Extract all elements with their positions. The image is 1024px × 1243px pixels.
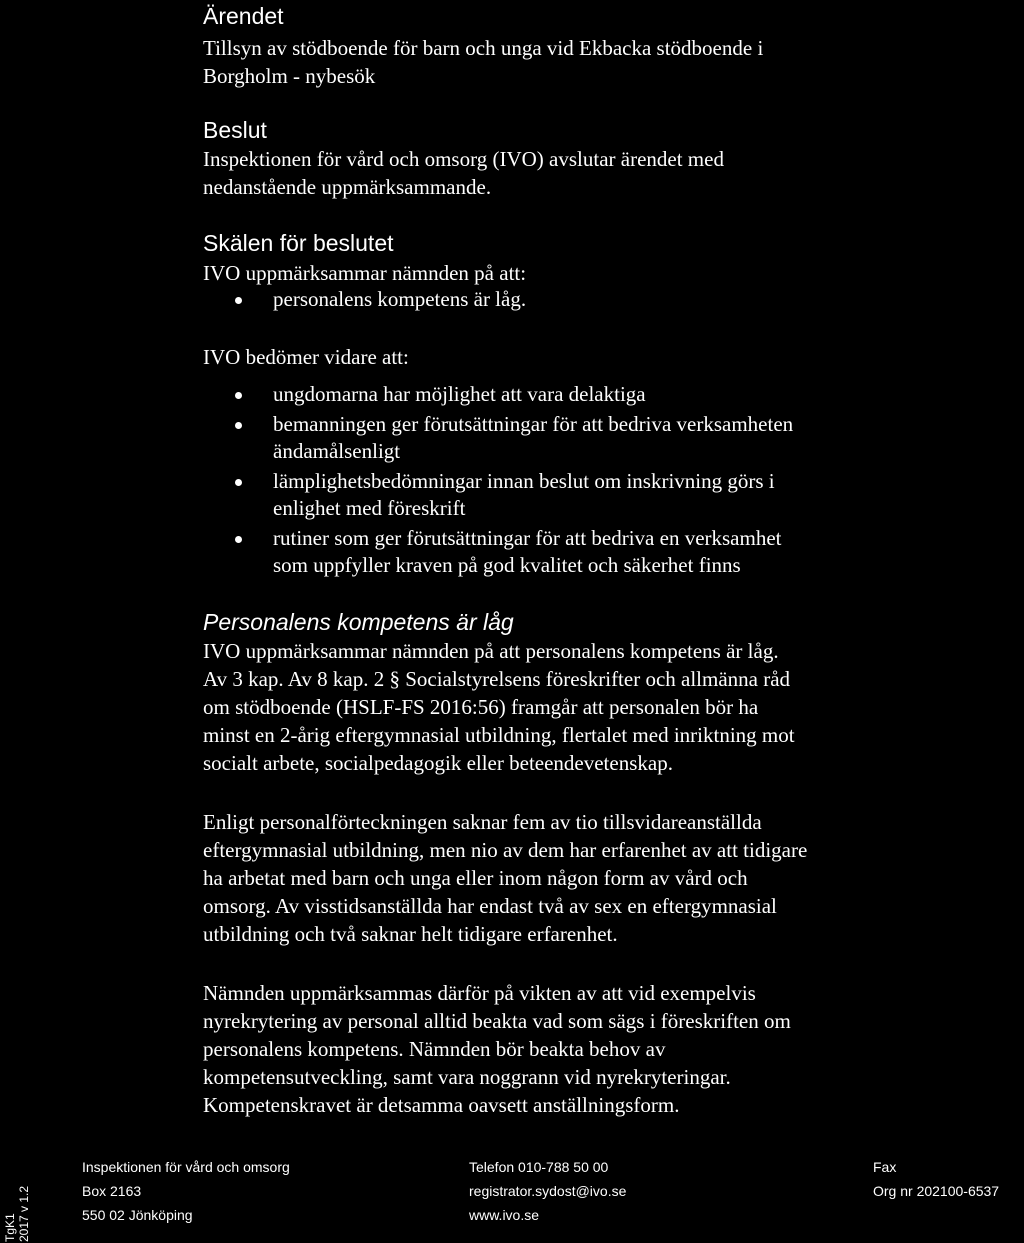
text-line: om stödboende (HSLF-FS 2016:56) framgår att personalen bör ha (203, 695, 759, 719)
bullet-list-skalen (203, 286, 923, 316)
text-line: ha arbetat med barn och unga eller inom någon form av vård och (203, 866, 748, 890)
footer-address (82, 1155, 290, 1227)
bullet-icon (235, 297, 242, 304)
heading-skalen: Skälen för beslutet (203, 230, 394, 256)
list-item (203, 411, 923, 466)
bullet-icon (235, 479, 242, 486)
text-line: Kompetenskravet är detsamma oavsett anställningsform. (203, 1093, 680, 1117)
text-line: bemanningen ger förutsättningar för att bedriva verksamheten (273, 411, 794, 436)
footer-fax (873, 1155, 999, 1203)
text-line: ungdomarna har möjlighet att vara delaktiga (273, 382, 646, 406)
text-line: nedanstående uppmärksammande. (203, 175, 492, 199)
text-line: lämplighetsbedömningar innan beslut om inskrivning görs i (273, 468, 775, 493)
text-line: kompetensutveckling, samt vara noggrann vid nyrekryteringar. (203, 1065, 731, 1089)
footer-contact (469, 1155, 626, 1227)
text-line: Enligt personalförteckningen saknar fem av tio tillsvidareanställda (203, 810, 762, 834)
text-line: Nämnden uppmärksammas därför på vikten av att vid exempelvis (203, 981, 756, 1005)
text-line: Tillsyn av stödboende för barn och unga vid Ekbacka stödboende i (203, 36, 764, 60)
text-line: som uppfyller kraven på god kvalitet och säkerhet finns (273, 553, 741, 577)
text-line: personalens kompetens är låg. (273, 287, 527, 311)
text-line: personalens kompetens. Nämnden bör beakta behov av (203, 1037, 666, 1061)
form-version: 2017 v 1.2 (17, 1185, 31, 1242)
list-item (203, 381, 923, 409)
list-item (203, 468, 923, 523)
footer-line: Inspektionen för vård och omsorg (82, 1159, 290, 1175)
text-line: IVO uppmärksammar nämnden på att personalens kompetens är låg. (203, 639, 779, 663)
text-line: eftergymnasial utbildning, men nio av dem har erfarenhet av att tidigare (203, 838, 808, 862)
list-item (203, 525, 923, 580)
footer-line: Telefon 010-788 50 00 (469, 1159, 609, 1175)
text-line: IVO bedömer vidare att: (203, 345, 409, 369)
footer-line: 550 02 Jönköping (82, 1207, 193, 1223)
paragraph-skalen-intro (203, 259, 923, 287)
text-line: Inspektionen för vård och omsorg (IVO) avslutar ärendet med (203, 147, 724, 171)
bullet-icon (235, 536, 242, 543)
heading-beslut: Beslut (203, 117, 267, 143)
text-line: Av 3 kap. Av 8 kap. 2 § Socialstyrelsens föreskrifter och allmänna råd (203, 667, 791, 691)
text-line: enlighet med föreskrift (273, 496, 466, 520)
text-line: nyrekrytering av personal alltid beakta vad som sägs i föreskriften om (203, 1009, 791, 1033)
text-line: minst en 2-årig eftergymnasial utbildning, flertalet med inriktning mot (203, 723, 795, 747)
bullet-icon (235, 392, 242, 399)
paragraph-bedomer-intro (203, 343, 923, 371)
footer-line: Fax (873, 1159, 897, 1175)
form-id: TgK1 (3, 1213, 17, 1242)
text-line: socialt arbete, socialpedagogik eller beteendevetenskap. (203, 751, 673, 775)
paragraph-kompetens-3 (203, 979, 923, 1119)
bullet-list-bedomer (203, 381, 923, 582)
text-line: utbildning och två saknar helt tidigare erfarenhet. (203, 922, 618, 946)
paragraph-beslut (203, 145, 923, 201)
text-line: Borgholm - nybesök (203, 64, 376, 88)
footer-line: Org nr 202100-6537 (873, 1183, 1000, 1199)
list-item (203, 286, 923, 314)
text-line: ändamålsenligt (273, 439, 401, 463)
bullet-icon (235, 422, 242, 429)
paragraph-kompetens-2 (203, 808, 923, 948)
footer-line: www.ivo.se (469, 1207, 540, 1223)
paragraph-kompetens-1 (203, 637, 923, 777)
heading-arendet: Ärendet (203, 3, 284, 29)
footer-line: registrator.sydost@ivo.se (469, 1183, 627, 1199)
text-line: rutiner som ger förutsättningar för att bedriva en verksamhet (273, 525, 782, 550)
text-line: IVO uppmärksammar nämnden på att: (203, 261, 527, 285)
form-code (3, 1186, 31, 1242)
paragraph-arendet (203, 34, 923, 90)
heading-kompetens: Personalens kompetens är låg (203, 609, 514, 635)
footer-line: Box 2163 (82, 1183, 142, 1199)
text-line: omsorg. Av visstidsanställda har endast två av sex en eftergymnasial (203, 894, 777, 918)
